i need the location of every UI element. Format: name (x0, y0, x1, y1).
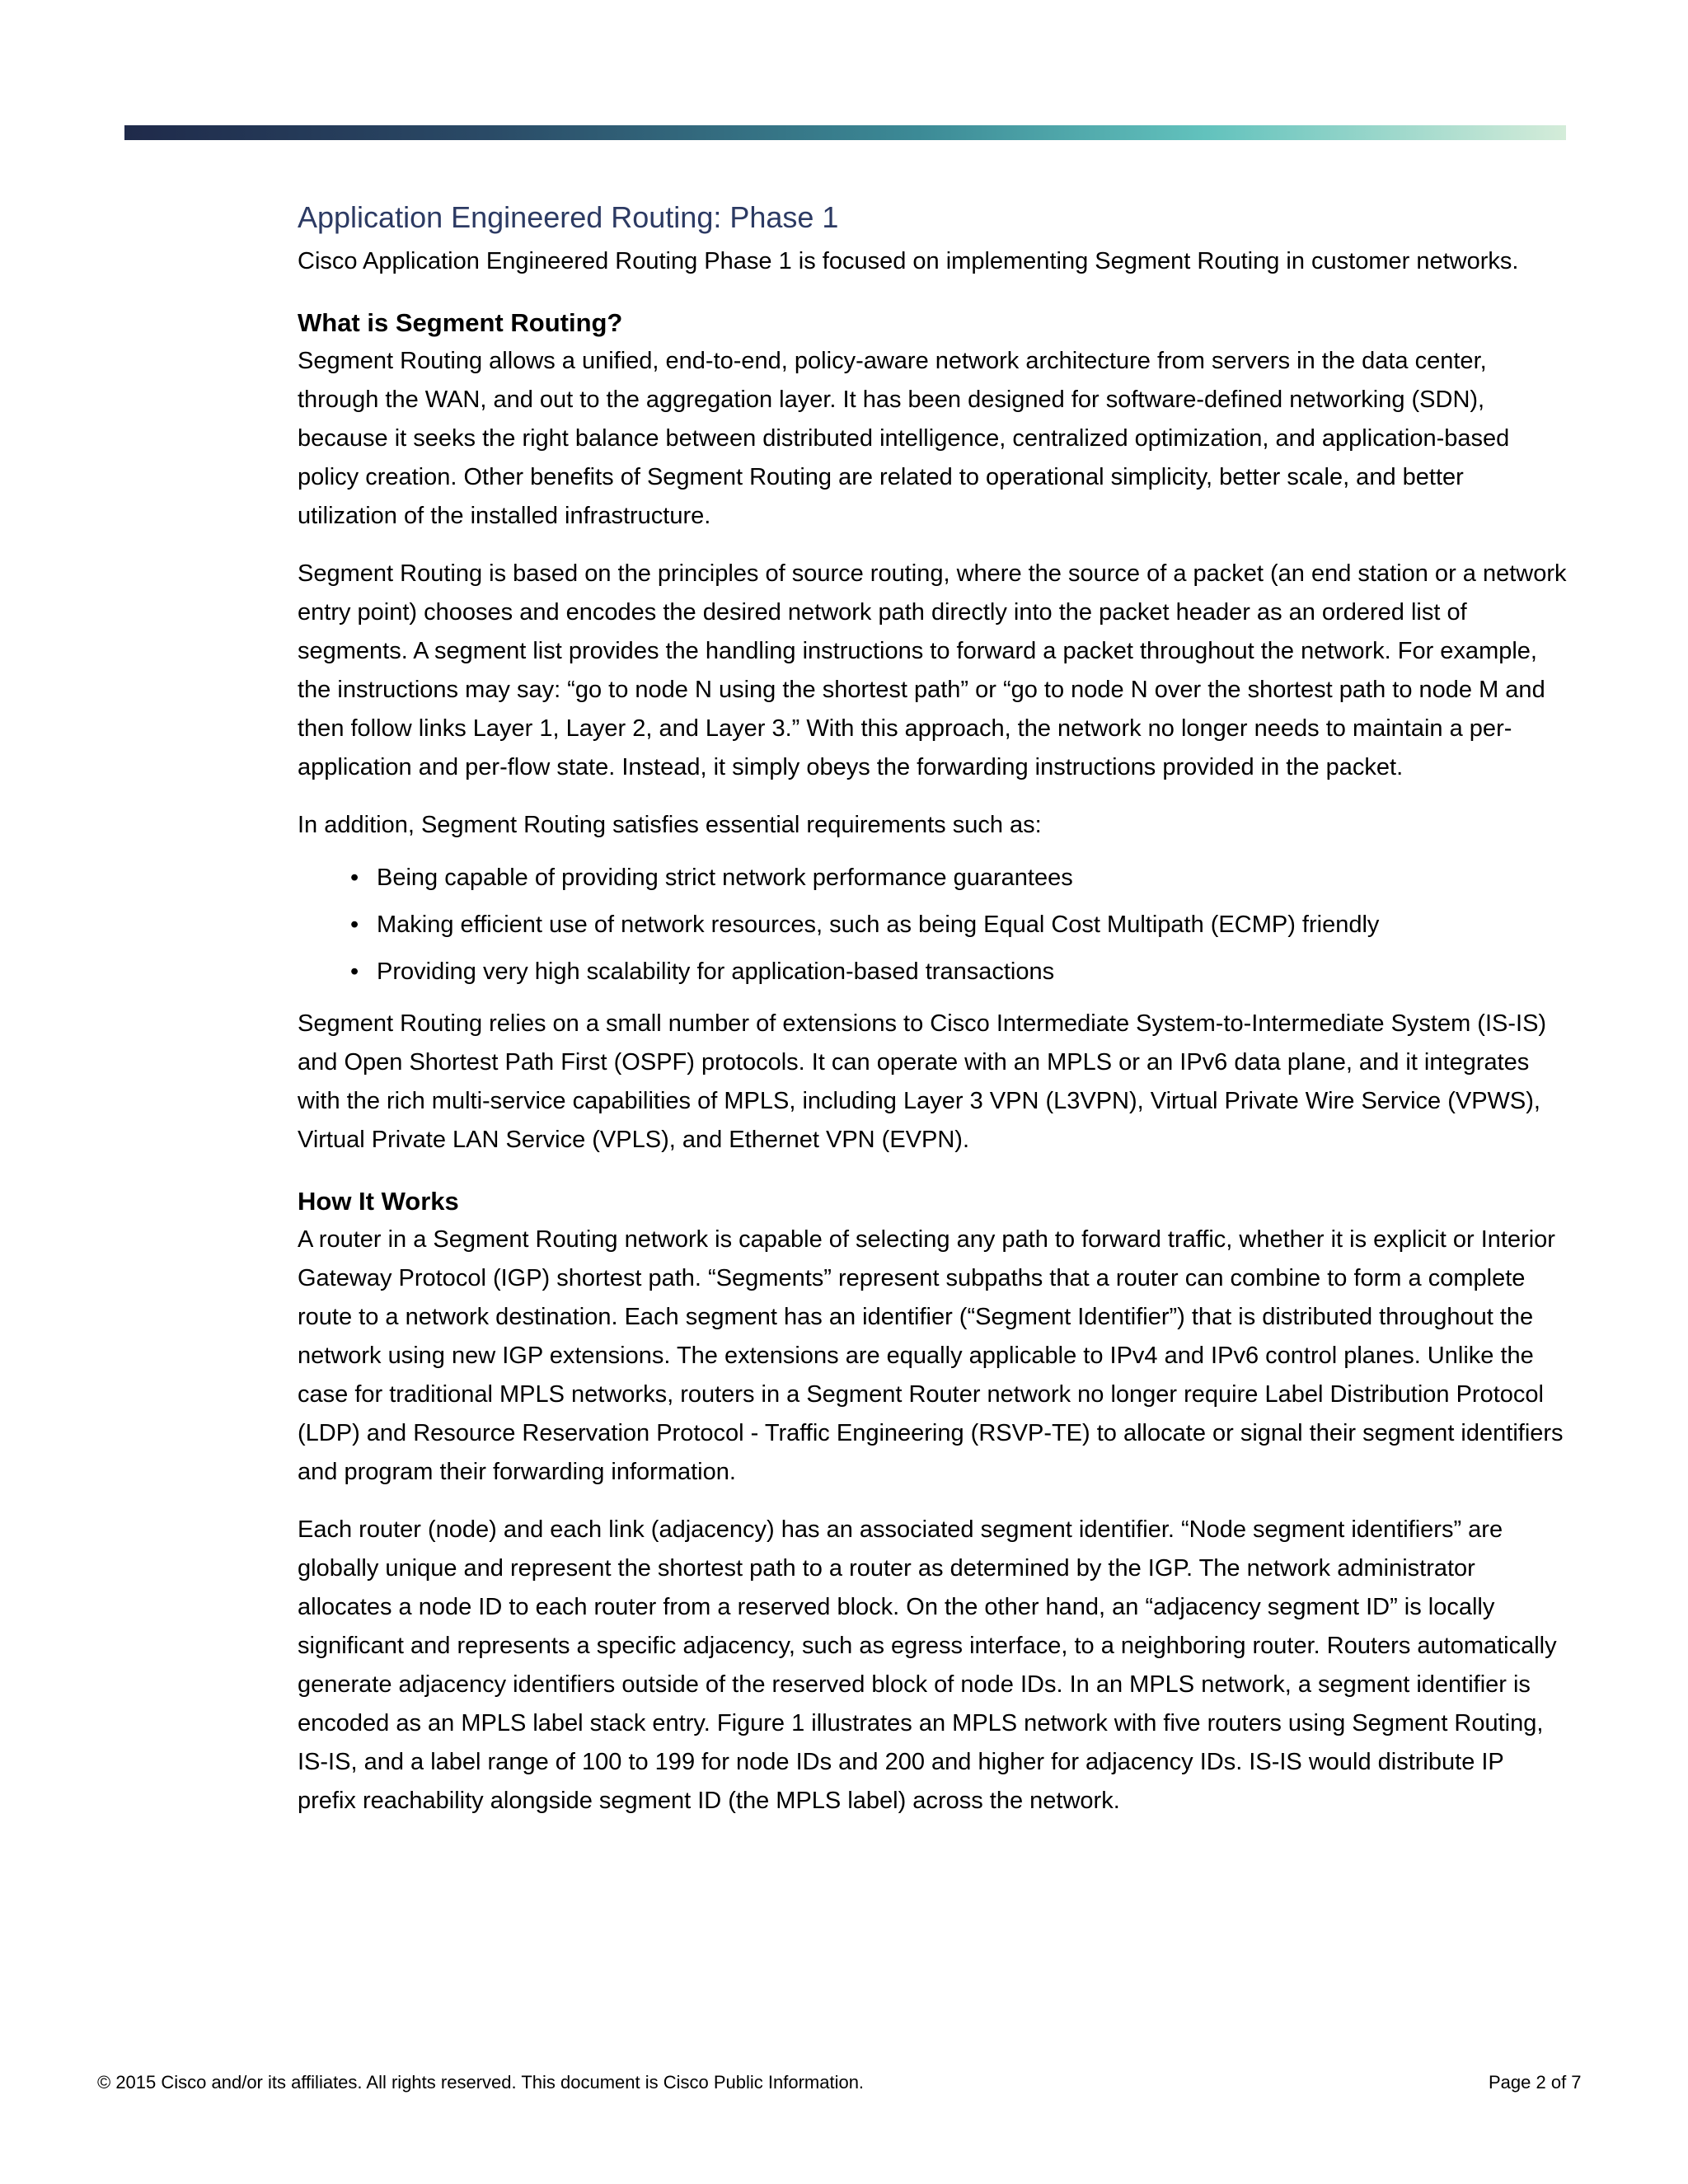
paragraph: A router in a Segment Routing network is capable of selecting any path to forward traffic, whether it is explicit or Interior Gateway Protocol (IGP) shortest path. “Segments” represent subpaths that a router can combine to form a complete route to a network destination. Each segment has an identifier (“Segment Identifier”) that is distributed throughout the network using new IGP extensions. The extensions are equally applicable to IPv4 and IPv6 control planes. Unlike the case for traditional MPLS networks, routers in a Segment Router network no longer require Label Distribution Protocol (LDP) and Resource Reservation Protocol - Traffic Engineering (RSVP-TE) to allocate or signal their segment identifiers and program their forwarding information. (298, 1226, 1564, 1485)
document-body (298, 196, 1567, 1821)
list-item-text: Being capable of providing strict network performance guarantees (377, 865, 1073, 891)
paragraph: Segment Routing relies on a small number of extensions to Cisco Intermediate System-to-Intermediate System (IS-IS) and Open Shortest Path First (OSPF) protocols. It can operate with an MPLS or an IPv6 data plane, and it integrates with the rich multi-service capabilities of MPLS, including Layer 3 VPN (L3VPN), Virtual Private Wire Service (VPWS), Virtual Private LAN Service (VPLS), and Ethernet VPN (EVPN). (298, 1010, 1547, 1153)
bullet-icon: • (350, 912, 359, 938)
list-item-text: Providing very high scalability for application-based transactions (377, 958, 1055, 985)
paragraph: Segment Routing allows a unified, end-to-end, policy-aware network architecture from servers in the data center, through the WAN, and out to the aggregation layer. It has been designed for software-defined networking (SDN), because it seeks the right balance between distributed intelligence, centralized optimization, and application-based policy creation. Other benefits of Segment Routing are related to operational simplicity, better scale, and better utilization of the installed infrastructure. (298, 348, 1510, 529)
requirements-list (298, 864, 1567, 986)
paragraph: Each router (node) and each link (adjacency) has an associated segment identifier. “Node segment identifiers” are globally unique and represent the shortest path to a router as determined by the IGP. The network administrator allocates a node ID to each router from a reserved block. On the other hand, an “adjacency segment ID” is locally significant and represents a specific adjacency, such as egress interface, to a neighboring router. Routers automatically generate adjacency identifiers outside of the reserved block of node IDs. In an MPLS network, a segment identifier is encoded as an MPLS label stack entry. Figure 1 illustrates an MPLS network with five routers using Segment Routing, IS-IS, and a label range of 100 to 199 for node IDs and 200 and higher for adjacency IDs. IS-IS would distribute IP prefix reachability alongside segment ID (the MPLS label) across the network. (298, 1516, 1557, 1814)
footer-page-number: Page 2 of 7 (1489, 2072, 1582, 2093)
intro-paragraph: Cisco Application Engineered Routing Phase 1 is focused on implementing Segment Routing in customer networks. (298, 248, 1519, 274)
bullet-icon: • (350, 958, 359, 985)
footer-copyright: © 2015 Cisco and/or its affiliates. All rights reserved. This document is Cisco Public Information. (97, 2072, 865, 2093)
list-item (350, 864, 1567, 892)
list-item (350, 911, 1567, 939)
heading-what-is-segment-routing: What is Segment Routing? (298, 308, 623, 337)
header-gradient-bar (124, 125, 1566, 140)
list-item-text: Making efficient use of network resources, such as being Equal Cost Multipath (ECMP) friendly (377, 912, 1380, 938)
section-title: Application Engineered Routing: Phase 1 (298, 200, 839, 234)
paragraph: Segment Routing is based on the principles of source routing, where the source of a packet (an end station or a network entry point) chooses and encodes the desired network path directly into the packet header as an ordered list of segments. A segment list provides the handling instructions to forward a packet throughout the network. For example, the instructions may say: “go to node N using the shortest path” or “go to node N over the shortest path to node M and then follow links Layer 1, Layer 2, and Layer 3.” With this approach, the network no longer needs to maintain a per-application and per-flow state. Instead, it simply obeys the forwarding instructions provided in the packet. (298, 560, 1567, 780)
heading-how-it-works: How It Works (298, 1187, 459, 1216)
bullet-icon: • (350, 865, 359, 891)
paragraph: In addition, Segment Routing satisfies essential requirements such as: (298, 812, 1042, 838)
list-item (350, 958, 1567, 986)
